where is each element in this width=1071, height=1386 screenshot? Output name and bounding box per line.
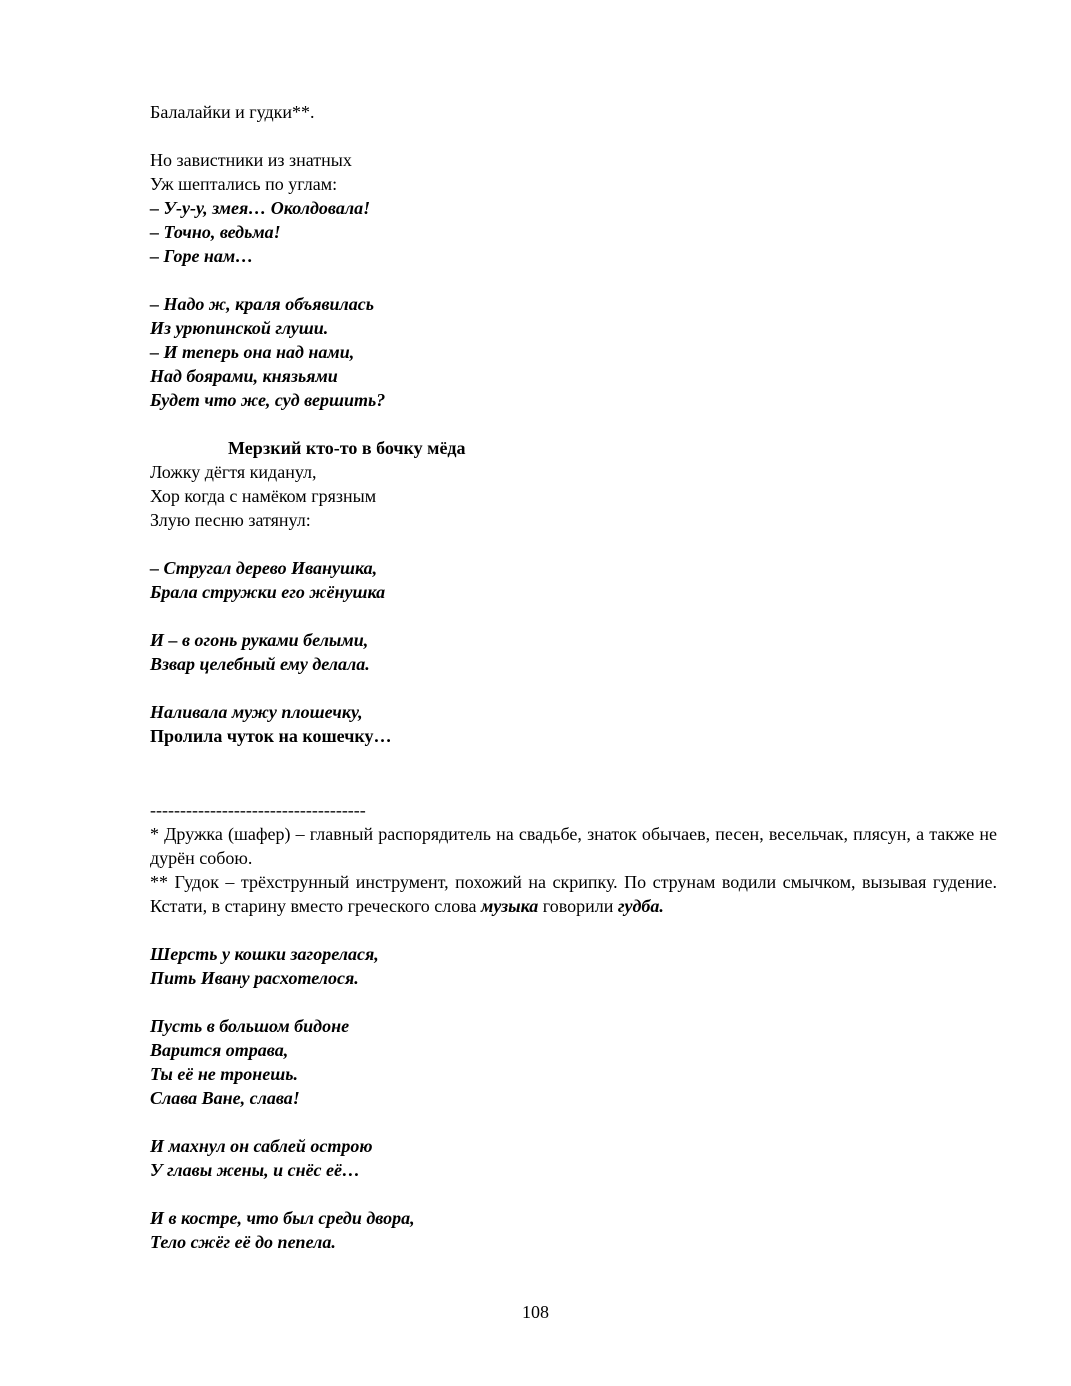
stanza (150, 148, 997, 268)
footnote-1: * Дружка (шафер) – главный распорядитель на свадьбе, знаток обычаев, песен, весельчак, плясун, а также не дурён собою. (150, 824, 997, 868)
verse-line: Слава Ване, слава! (150, 1088, 300, 1108)
verse-line: Но завистники из знатных (150, 150, 352, 170)
verse-line: Шерсть у кошки загорелася, (150, 944, 379, 964)
verse-line: Тело сжёг её до пепела. (150, 1232, 336, 1252)
footnote-2 (150, 870, 997, 918)
footnote-separator: ------------------------------------ (150, 800, 366, 820)
verse-line: И – в огонь руками белыми, (150, 630, 369, 650)
verse-line: Уж шептались по углам: (150, 174, 338, 194)
footnote-2-text: говорили (538, 896, 618, 916)
verse-line: И в костре, что был среди двора, (150, 1208, 415, 1228)
stanza (150, 1206, 997, 1254)
stanza (150, 436, 997, 532)
verse-line: Ты её не тронешь. (150, 1064, 298, 1084)
stanza (150, 100, 997, 124)
verse-line: – Надо ж, краля объявилась (150, 294, 374, 314)
verse-line: Наливала мужу плошечку, (150, 702, 363, 722)
verse-line: Пить Ивану расхотелося. (150, 968, 359, 988)
verse-line: – И теперь она над нами, (150, 342, 355, 362)
footnote-2-text: ** Гудок – трёхструнный инструмент, похожий на скрипку. По струнам водили смычком, вызывая гудение. Кстати, в старину вместо греческого слова (150, 872, 997, 916)
verse-line: Балалайки и гудки**. (150, 102, 315, 122)
stanza (150, 628, 997, 676)
verse-line: Варится отрава, (150, 1040, 289, 1060)
page-content (150, 100, 997, 1278)
verse-line: Брала стружки его жёнушка (150, 582, 386, 602)
verse-line: Пролила чуток на кошечку… (150, 726, 392, 746)
stanza (150, 1014, 997, 1110)
verse-line: Взвар целебный ему делала. (150, 654, 370, 674)
verse-line: Ложку дёгтя киданул, (150, 462, 317, 482)
verse-line: Мерзкий кто-то в бочку мёда (228, 438, 466, 458)
verse-line: И махнул он саблей острою (150, 1136, 373, 1156)
verse-line: Из урюпинской глуши. (150, 318, 329, 338)
verse-line: – Стругал дерево Иванушка, (150, 558, 378, 578)
verse-line: – У-у-у, змея… Околдовала! (150, 198, 371, 218)
verse-line: Пусть в большом бидоне (150, 1016, 350, 1036)
verse-line: Злую песню затянул: (150, 510, 311, 530)
verse-line: – Точно, ведьма! (150, 222, 281, 242)
footnote-2-term: музыка (481, 896, 539, 916)
page-number: 108 (522, 1302, 549, 1322)
footnote-2-term: гудба. (617, 896, 664, 916)
stanza (150, 556, 997, 604)
verse-line: Будет что же, суд вершить? (150, 390, 386, 410)
verse-line: У главы жены, и снёс её… (150, 1160, 361, 1180)
verse-line: Хор когда с намёком грязным (150, 486, 377, 506)
stanza (150, 700, 997, 748)
stanza (150, 1134, 997, 1182)
verse-line: Над боярами, князьями (150, 366, 338, 386)
verse-line: – Горе нам… (150, 246, 254, 266)
stanza (150, 942, 997, 990)
stanza (150, 292, 997, 412)
